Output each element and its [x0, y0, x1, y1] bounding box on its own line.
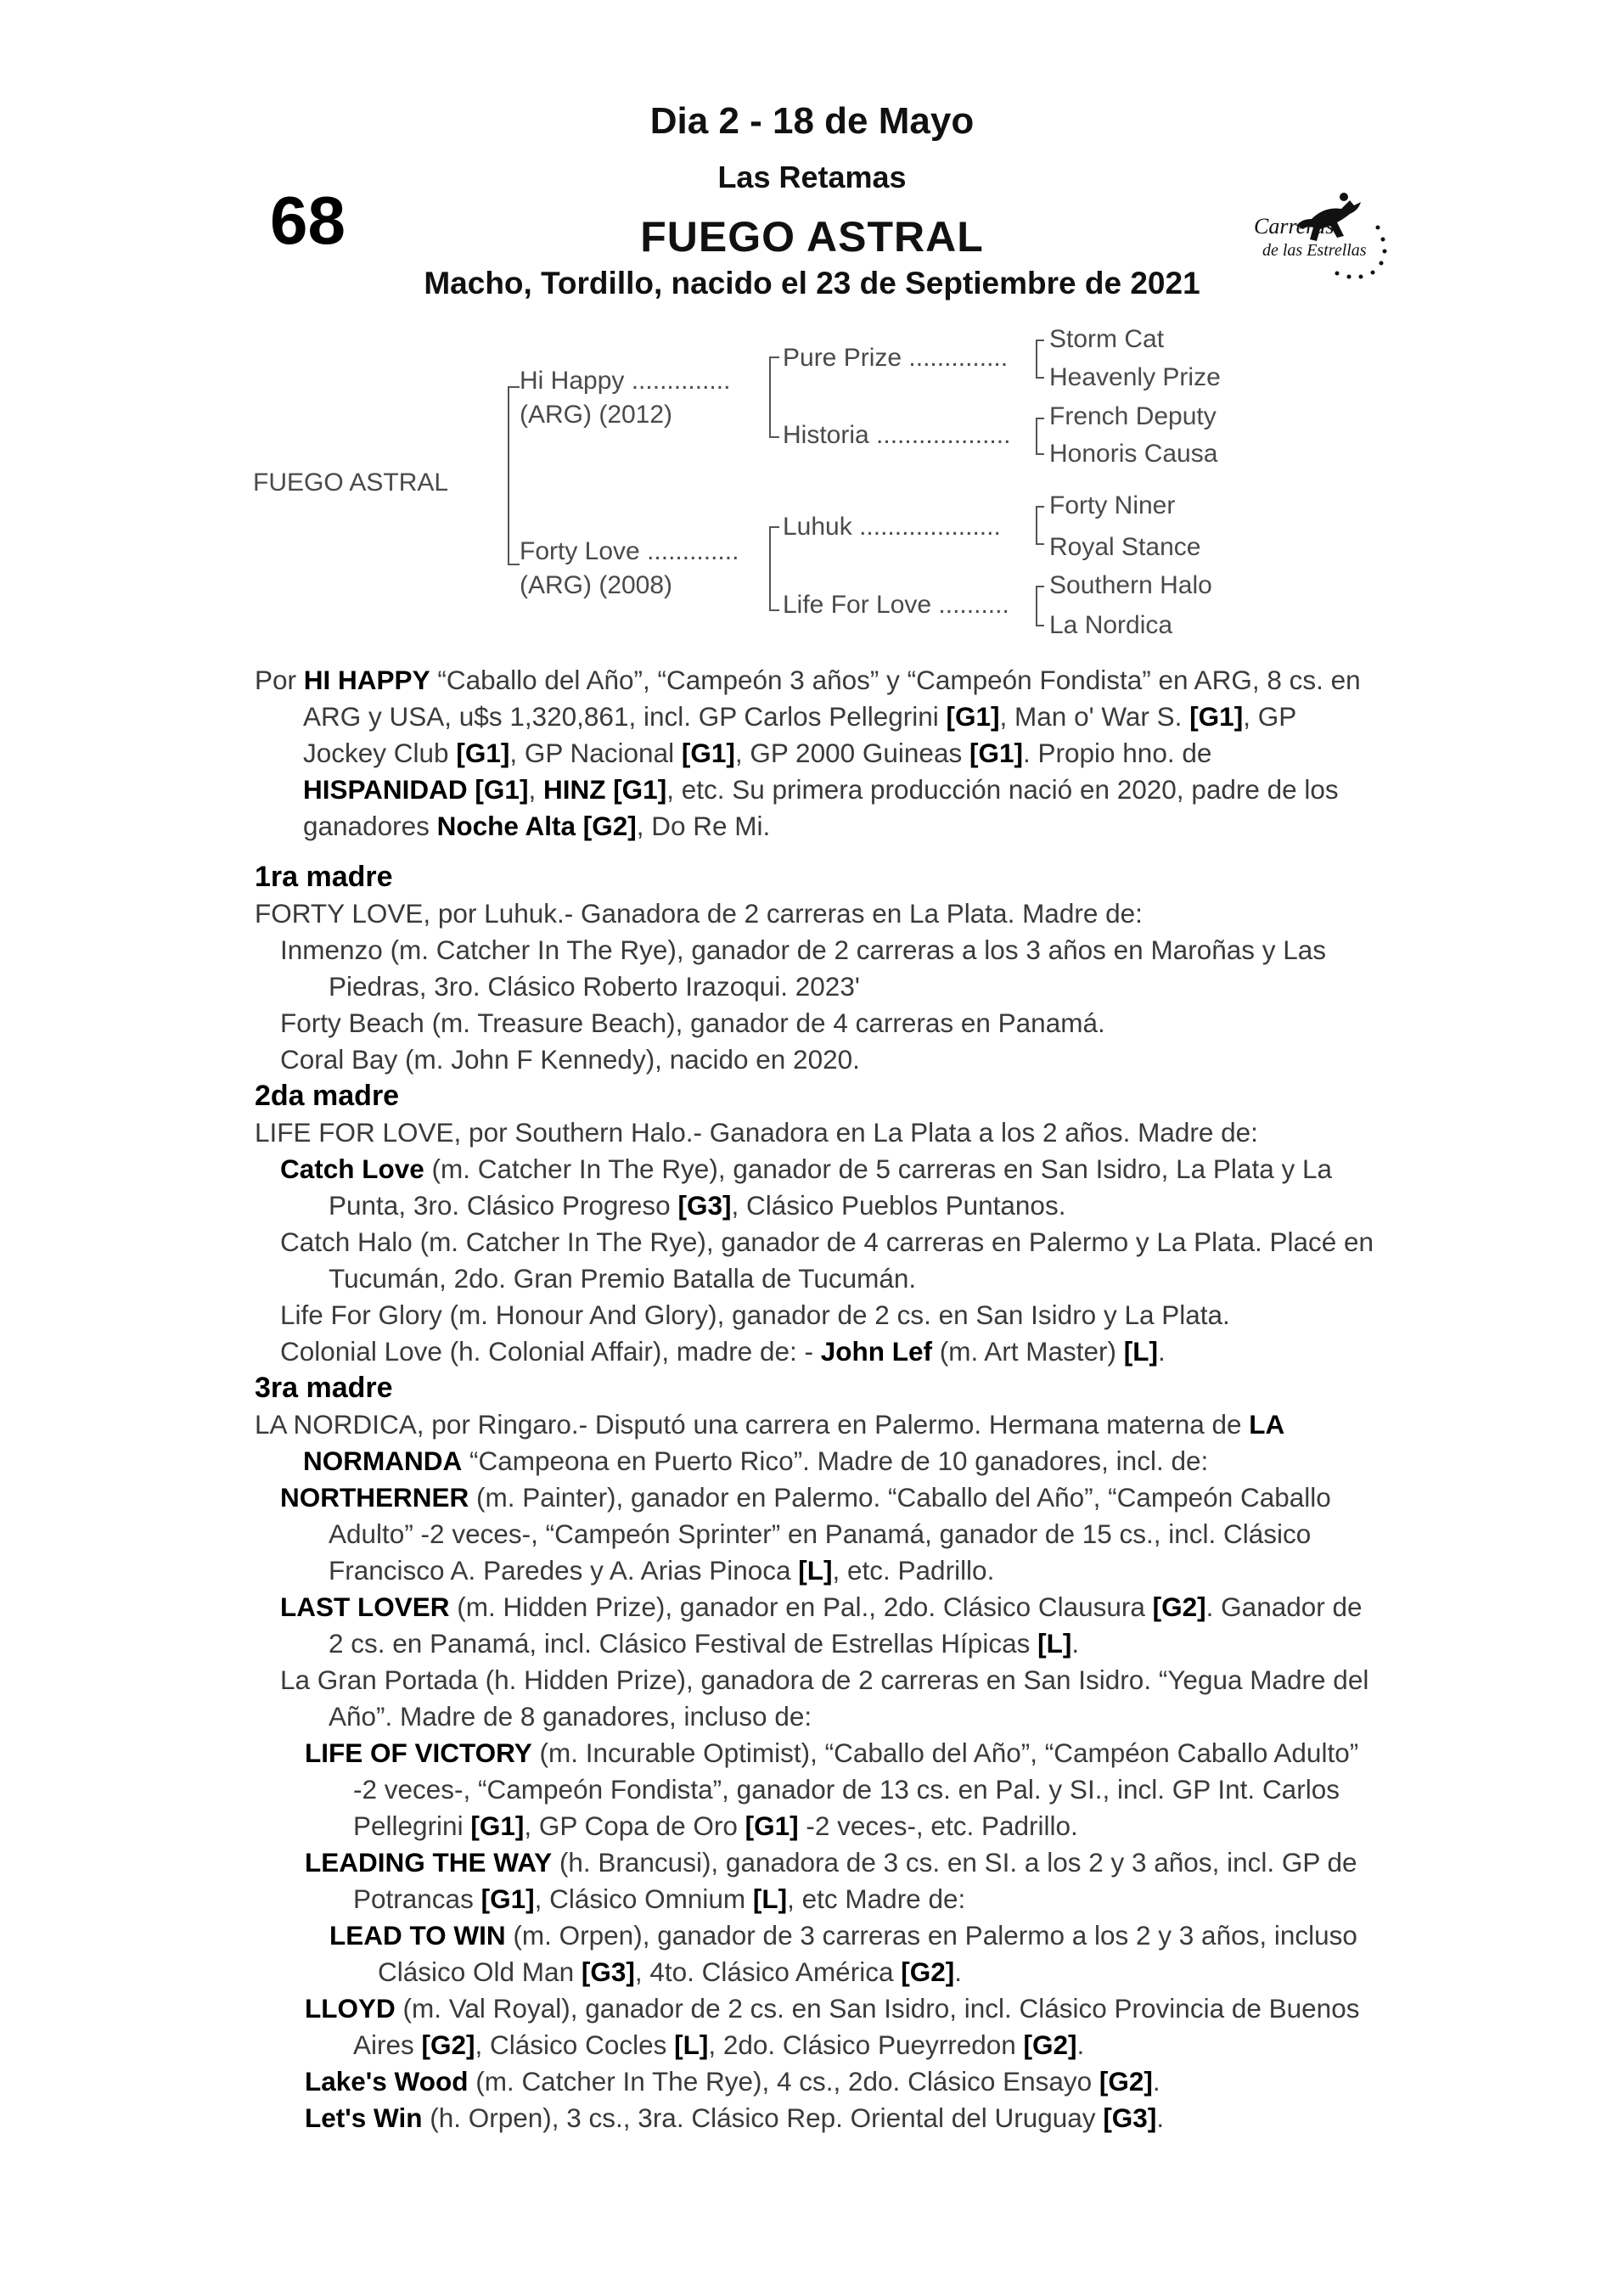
carreras-logo — [1235, 185, 1396, 304]
sire-sire: Pure Prize .............. — [783, 344, 1009, 372]
madre3-item: NORTHERNER (m. Painter), ganador en Palermo. “Caballo del Año”, “Campeón Caballo Adulto” -2 veces-, “Campeón Sprinter” en Panamá, ganador de 15 cs., incl. Clásico Francisco A. Paredes y A. Arias Pinoca [L], etc. Padrillo. — [280, 1482, 1331, 1586]
g3-2: Heavenly Prize — [1049, 363, 1221, 391]
g3-4: Honoris Causa — [1049, 440, 1218, 468]
female-family — [255, 859, 1375, 2136]
dam-sire: Luhuk .................... — [783, 513, 1001, 541]
madre3-subsubitem: LEAD TO WIN (m. Orpen), ganador de 3 carreras en Palermo a los 2 y 3 años, incluso Clásico Old Man [G3], 4to. Clásico América [G2]. — [329, 1920, 1357, 1987]
g3-3: French Deputy — [1049, 402, 1217, 430]
madre3-subitem: Lake's Wood (m. Catcher In The Rye), 4 cs., 2do. Clásico Ensayo [G2]. — [305, 2066, 1160, 2097]
madre1-item: Inmenzo (m. Catcher In The Rye), ganador de 2 carreras a los 3 años en Maroñas y Las Piedras, 3ro. Clásico Roberto Irazoqui. 2023' — [280, 935, 1327, 1002]
madre3-item: LAST LOVER (m. Hidden Prize), ganador en Pal., 2do. Clásico Clausura [G2]. Ganador de 2 cs. en Panamá, incl. Clásico Festival de Estrellas Hípicas [L]. — [280, 1591, 1363, 1659]
madre2-title: 2da madre — [255, 1080, 400, 1112]
madre1-item: Forty Beach (m. Treasure Beach), ganador de 4 carreras en Panamá. — [280, 1008, 1105, 1038]
madre1-intro: FORTY LOVE, por Luhuk.- Ganadora de 2 carreras en La Plata. Madre de: — [255, 898, 1143, 929]
g3-5: Forty Niner — [1049, 491, 1176, 519]
madre1-item: Coral Bay (m. John F Kennedy), nacido en 2020. — [280, 1044, 860, 1075]
madre3-subitem: LEADING THE WAY (h. Brancusi), ganadora de 3 cs. en SI. a los 2 y 3 años, incl. GP de Potrancas [G1], Clásico Omnium [L], etc Madre de: — [305, 1847, 1357, 1914]
g3-8: La Nordica — [1049, 611, 1173, 639]
madre3-subitem: Let's Win (h. Orpen), 3 cs., 3ra. Clásico Rep. Oriental del Uruguay [G3]. — [305, 2102, 1165, 2133]
logo-line-1: Carreras — [1254, 214, 1335, 239]
dam-name: Forty Love ............. — [520, 537, 739, 565]
horse-name: FUEGO ASTRAL — [640, 213, 984, 261]
lot-number: 68 — [270, 182, 346, 258]
sire-dam: Historia ................... — [783, 421, 1011, 449]
sire-origin: (ARG) (2012) — [520, 401, 673, 429]
madre3-subitem: LLOYD (m. Val Royal), ganador de 2 cs. en San Isidro, incl. Clásico Provincia de Buenos Aires [G2], Clásico Cocles [L], 2do. Clásico Pueyrredon [G2]. — [305, 1993, 1360, 2060]
madre1-title: 1ra madre — [255, 861, 393, 893]
g3-6: Royal Stance — [1049, 533, 1201, 561]
g3-1: Storm Cat — [1049, 325, 1165, 353]
madre2-intro: LIFE FOR LOVE, por Southern Halo.- Ganadora en La Plata a los 2 años. Madre de: — [255, 1117, 1258, 1148]
dam-dam: Life For Love .......... — [783, 591, 1009, 619]
catalog-day: Dia 2 - 18 de Mayo — [649, 100, 975, 142]
sire-paragraph: Por HI HAPPY “Caballo del Año”, “Campeón 3 años” y “Campeón Fondista” en ARG, 8 cs. en ARG y USA, u$s 1,320,861, incl. GP Carlos Pellegrini [G1], Man o' War S. [G1], GP Jockey Club [G1], GP Nacional [G1], GP 2000 Guineas [G1]. Propio hno. de HISPANIDAD [G1], HINZ [G1], etc. Su primera producción nació en 2020, padre de los ganadores Noche Alta [G2], Do Re Mi. — [255, 665, 1361, 841]
madre2-item: Colonial Love (h. Colonial Affair), madre de: - John Lef (m. Art Master) [L]. — [280, 1336, 1166, 1367]
madre2-item: Catch Love (m. Catcher In The Rye), ganador de 5 carreras en San Isidro, La Plata y La Punta, 3ro. Clásico Progreso [G3], Clásico Pueblos Puntanos. — [280, 1154, 1333, 1221]
madre3-title: 3ra madre — [255, 1372, 393, 1404]
g3-7: Southern Halo — [1049, 571, 1212, 599]
sire-name: Hi Happy .............. — [520, 367, 731, 395]
pedigree-subject: FUEGO ASTRAL — [253, 469, 449, 497]
dam-origin: (ARG) (2008) — [520, 571, 673, 599]
madre2-item: Catch Halo (m. Catcher In The Rye), ganador de 4 carreras en Palermo y La Plata. Placé en Tucumán, 2do. Gran Premio Batalla de Tucumán. — [280, 1227, 1374, 1294]
madre2-item: Life For Glory (m. Honour And Glory), ganador de 2 cs. en San Isidro y La Plata. — [280, 1300, 1230, 1330]
madre3-intro: LA NORDICA, por Ringaro.- Disputó una carrera en Palermo. Hermana materna de LA NORMANDA “Campeona en Puerto Rico”. Madre de 10 ganadores, incl. de: — [255, 1409, 1284, 1476]
madre3-subitem: LIFE OF VICTORY (m. Incurable Optimist), “Caballo del Año”, “Campéon Caballo Adulto” -2 veces-, “Campeón Fondista”, ganador de 13 cs. en Pal. y SI., incl. GP Int. Carlos Pellegrini [G1], GP Copa de Oro [G1] -2 veces-, etc. Padrillo. — [305, 1737, 1359, 1841]
horse-description: Macho, Tordillo, nacido el 23 de Septiembre de 2021 — [424, 266, 1200, 300]
breeder-name: Las Retamas — [717, 160, 907, 194]
madre3-item: La Gran Portada (h. Hidden Prize), ganadora de 2 carreras en San Isidro. “Yegua Madre del Año”. Madre de 8 ganadores, incluso de: — [280, 1664, 1369, 1732]
logo-line-2: de las Estrellas — [1262, 241, 1367, 260]
